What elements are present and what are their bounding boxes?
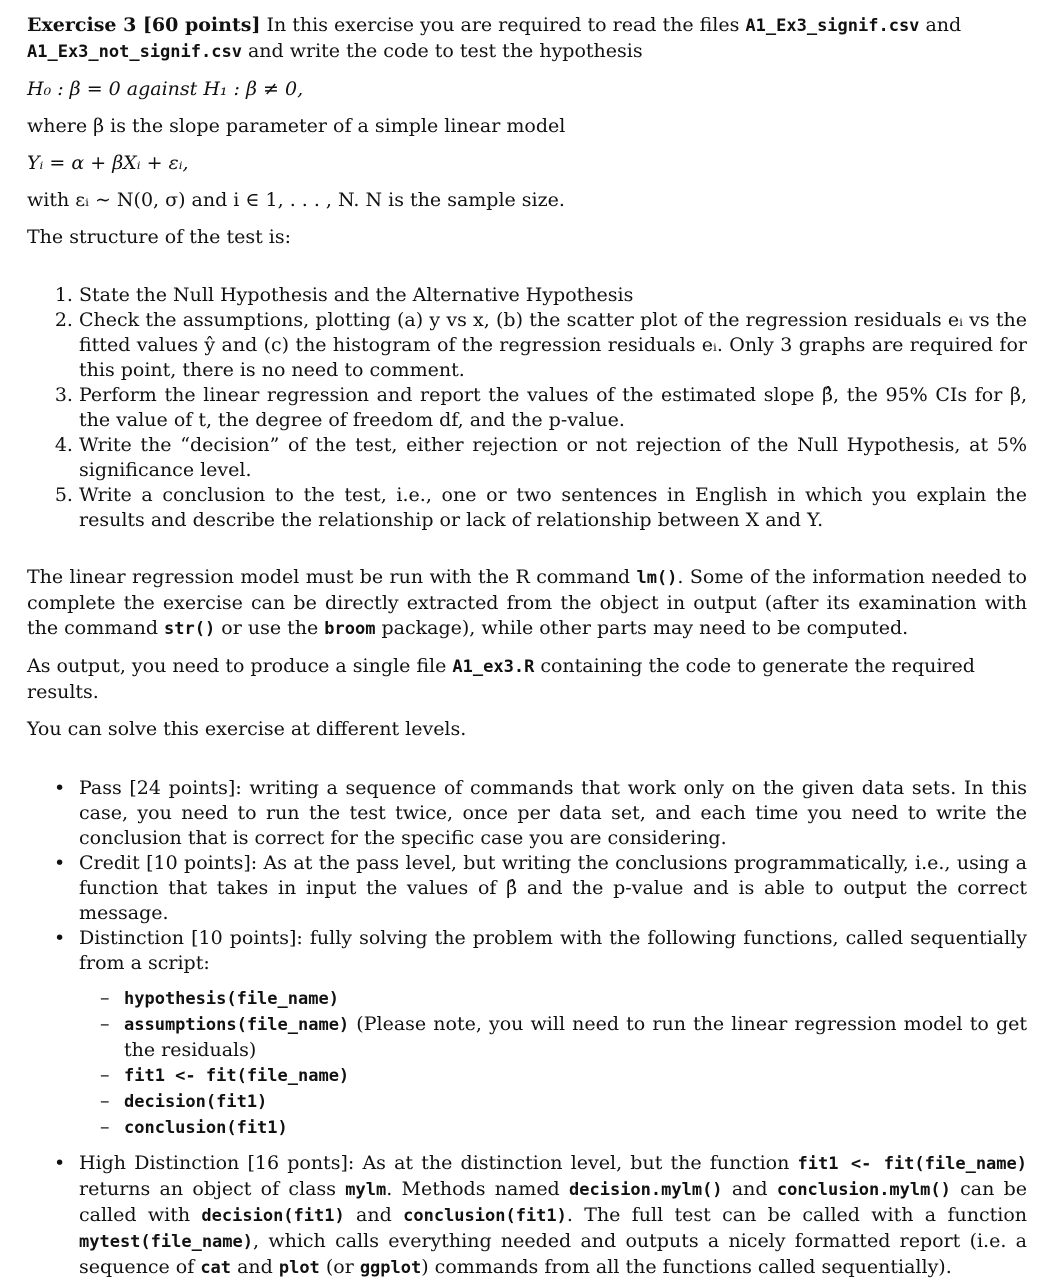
model-equation: Yᵢ = α + βXᵢ + εᵢ, [27, 152, 189, 174]
step-item: 5. Write a conclusion to the test, i.e., one or two sentences in English in which you explain the results and describe the relationship or lack of relationship between X and Y. [79, 483, 1027, 533]
lm-instructions: The linear regression model must be run with the R command lm(). Some of the information needed to complete the exercise can be directly extracted from the object in output (after its examination with the command str() or use the broom package), while other parts may need to be computed. [27, 566, 1027, 639]
levels-list [27, 776, 1027, 1281]
step-item: 4. Write the “decision” of the test, either rejection or not rejection of the Null Hypothesis, at 5% significance level. [79, 433, 1027, 483]
error-assumption: with εᵢ ∼ N(0, σ) and i ∈ 1, . . . , N. N is the sample size. [27, 189, 565, 211]
step-item: 3. Perform the linear regression and report the values of the estimated slope β̂, the 95% CIs for β, the value of t, the degree of freedom df, and the p-value. [79, 383, 1027, 433]
code-lm: lm() [636, 568, 678, 588]
output-instructions: As output, you need to produce a single file A1_ex3.R containing the code to generate the required results. [27, 655, 975, 703]
function-item: – hypothesis(file_name) [124, 986, 1027, 1012]
levels-intro: You can solve this exercise at different levels. [27, 718, 467, 740]
exercise-page [27, 0, 1027, 1281]
function-item: – assumptions(file_name) (Please note, you will need to run the linear regression model to get the residuals) [124, 1012, 1027, 1063]
level-distinction: • Distinction [10 points]: fully solving the problem with the following functions, called sequentially from a script: – hypothesis(file_name) – assumptions(file_name) (Please note, you will need to run the linear regression model to get the residuals) – fit1 <- fit(file_name) – decision(fit1) – conclusion(fit1) [79, 926, 1027, 1141]
code-broom: broom [324, 619, 376, 639]
code-output-file: A1_ex3.R [452, 657, 535, 677]
exercise-intro: Exercise 3 [60 points] In this exercise you are required to read the files A1_Ex3_signif.csv and A1_Ex3_not_signif.csv and write the code to test the hypothesis [27, 14, 962, 62]
level-pass: • Pass [24 points]: writing a sequence of commands that work only on the given data sets. In this case, you need to run the test twice, once per data set, and each time you need to write the conclusion that is correct for the specific case you are considering. [79, 776, 1027, 851]
test-steps-list [27, 283, 1027, 533]
function-item: – fit1 <- fit(file_name) [124, 1063, 1027, 1089]
file-not-signif: A1_Ex3_not_signif.csv [27, 42, 242, 62]
function-item: – decision(fit1) [124, 1089, 1027, 1115]
code-str: str() [164, 619, 216, 639]
step-item: 2. Check the assumptions, plotting (a) y vs x, (b) the scatter plot of the regression residuals eᵢ vs the fitted values ŷ and (c) the histogram of the regression residuals eᵢ. Only 3 graphs are required for this point, there is no need to comment. [79, 308, 1027, 383]
function-item: – conclusion(fit1) [124, 1115, 1027, 1141]
step-item: 1. State the Null Hypothesis and the Alternative Hypothesis [79, 283, 1027, 308]
slope-definition: where β is the slope parameter of a simple linear model [27, 115, 566, 137]
level-credit: • Credit [10 points]: As at the pass level, but writing the conclusions programmatically, i.e., using a function that takes in input the values of β̂ and the p-value and is able to output the correct message. [79, 851, 1027, 926]
structure-heading: The structure of the test is: [27, 226, 291, 248]
level-high-distinction: • High Distinction [16 ponts]: As at the distinction level, but the function fit1 <- fit(file_name) returns an object of class mylm. Methods named decision.mylm() and conclusion.mylm() can be called with decision(fit1) and conclusion(fit1). The full test can be called with a function mytest(file_name), which calls everything needed and outputs a nicely formatted report (i.e. a sequence of cat and plot (or ggplot) commands from all the functions called sequentially). [79, 1151, 1027, 1281]
file-signif: A1_Ex3_signif.csv [745, 16, 920, 36]
function-list [79, 986, 1027, 1141]
hypothesis-statement: H₀ : β = 0 against H₁ : β ≠ 0, [27, 78, 304, 100]
exercise-title: Exercise 3 [60 points] [27, 14, 261, 36]
